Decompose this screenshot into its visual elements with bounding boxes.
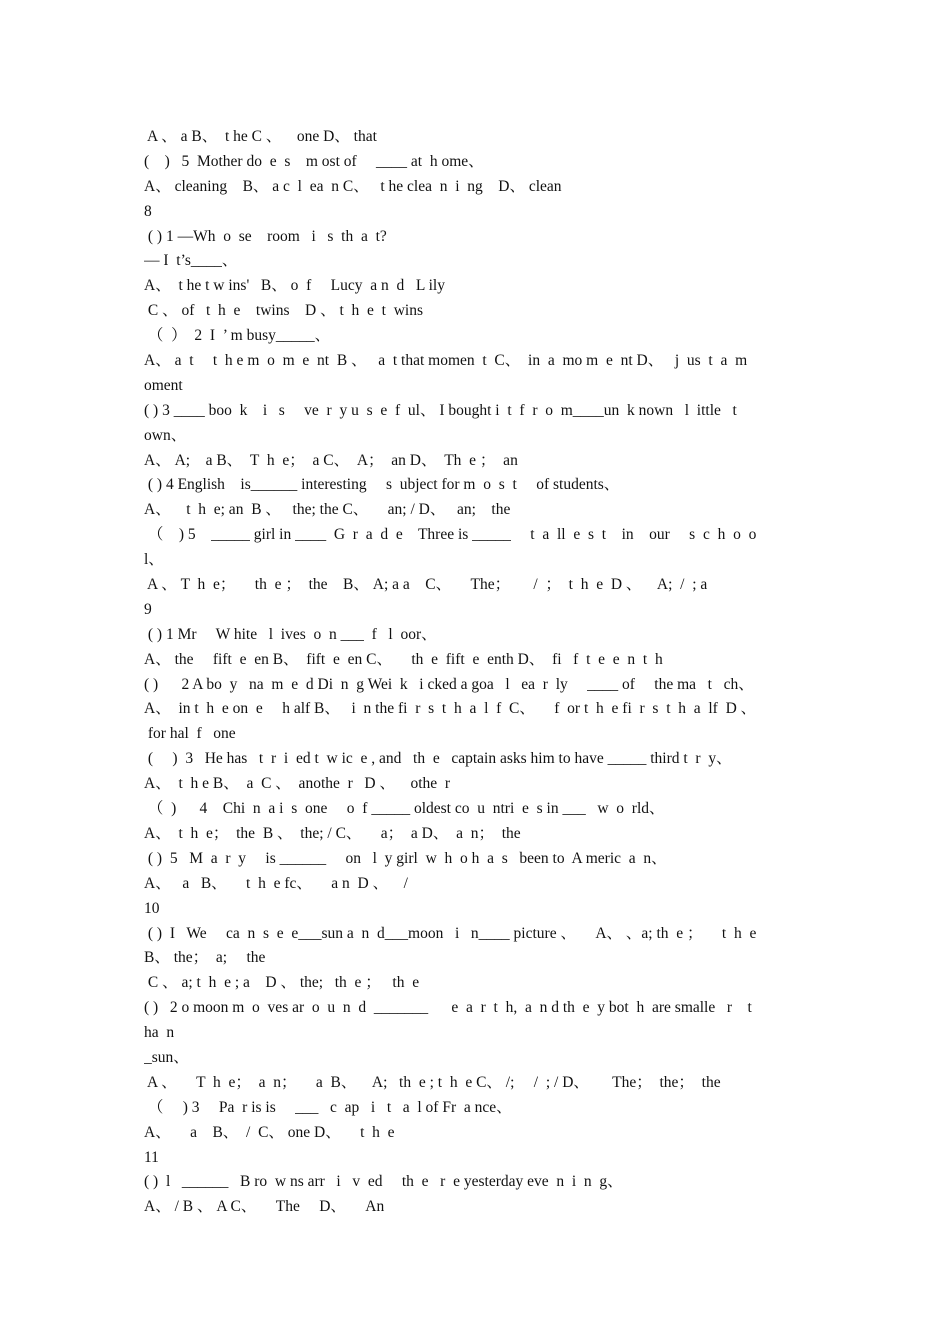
text-line: A、 a B、 / C、 one D、 t h e: [144, 1123, 395, 1141]
text-line: A、 in t h e on e h alf B、 i n the fi r s t h a l f C、 f or t h e fi r s t h a lf D 、: [144, 700, 757, 718]
text-line: （ ) 3 Pa r is is ___ c ap i t a l of Fr a nce、: [144, 1098, 512, 1116]
text-line: A、 cleaning B、 a c l ea n C、 t he clea n i ng D、 clean: [144, 177, 562, 195]
text-line: A、 t h e; an B 、 the; the C、 an; / D、 an; the: [144, 501, 511, 519]
text-line: （ ) 5 _____ girl in ____ G r a d e Three is _____ t a ll e s t in our s c h o o: [144, 526, 757, 544]
text-line: ha n: [144, 1024, 175, 1042]
text-line: A 、 T h e； a n； a B、 A; th e ; t h e C、 /; / ; / D、 The； the； the: [144, 1073, 721, 1091]
text-line: ( ) 3 ____ boo k i s ve r y u s e f ul、 I bought i t f r o m____un k nown l ittle t: [144, 401, 737, 419]
text-line: A、 / B 、 A C、 The D、 An: [144, 1198, 385, 1216]
text-line: A、 A; a B、 T h e； a C、 A； an D、 Th e ； an: [144, 451, 518, 469]
text-line: A、 t h e B、 a C 、 anothe r D 、 othe r: [144, 775, 451, 793]
text-line: ( ) 4 English is______ interesting s ubject for m o s t of students、: [144, 476, 620, 494]
text-line: A 、 T h e； th e ； the B、 A; a a C、 The； / ； t h e D 、 A; / ; a: [144, 576, 708, 594]
text-line: ( ) 2 o moon m o ves ar o u n d _______ e a r t h, a n d th e y bot h are smalle r t: [144, 999, 752, 1017]
text-line: 11: [144, 1148, 159, 1166]
text-line: 8: [144, 202, 152, 220]
text-line: ( ) 1 —Wh o se room i s th a t?: [144, 227, 387, 245]
text-line: l、: [144, 551, 164, 569]
text-line: C 、 of t h e twins D 、 t h e t wins: [144, 302, 423, 320]
text-line: A、 a t t h e m o m e nt B 、 a t that momen t C、 in a mo m e nt D、 j us t a m: [144, 352, 748, 370]
text-line: ( ) I We ca n s e e___sun a n d___moon i n____ picture 、 A、 、a; th e ； t h e: [144, 924, 757, 942]
text-line: （ ) 4 Chi n a i s one o f _____ oldest co u ntri e s in ___ w o rld、: [144, 800, 665, 818]
text-line: C 、 a; t h e ; a D 、 the; th e ； th e: [144, 974, 420, 992]
text-line: A、 the fift e en B、 fift e en C、 th e fift e enth D、 fi f t e e n t h: [144, 650, 663, 668]
exercise-text: [144, 125, 824, 1220]
text-line: ( ) l ______ B ro w ns arr i v ed th e r e yesterday eve n i n g、: [144, 1173, 623, 1191]
text-line: ( ) 5 M a r y is ______ on l y girl w h o h a s been to A meric a n、: [144, 849, 667, 867]
text-line: B、 the； a; the: [144, 949, 266, 967]
text-line: ( ) 5 Mother do e s m ost of ____ at h ome、: [144, 152, 484, 170]
text-line: _sun、: [144, 1048, 189, 1066]
text-line: for hal f one: [144, 725, 236, 743]
text-line: A、 t he t w ins' B、 o f Lucy a n d L ily: [144, 277, 445, 295]
text-line: ( ) 3 He has t r i ed t w ic e , and th e captain asks him to have _____ third t r y、: [144, 750, 732, 768]
text-line: A、 a B、 t h e fc、 a n D 、 /: [144, 874, 408, 892]
text-line: — I t’s____、: [144, 252, 238, 270]
text-line: A、 t h e； the B 、 the; / C、 a； a D、 a n； the: [144, 824, 521, 842]
text-line: （ ） 2 I ’ m busy_____、: [144, 327, 331, 345]
text-line: A 、 a B、 t he C 、 one D、 that: [144, 128, 377, 145]
text-line: 9: [144, 600, 152, 618]
text-line: 10: [144, 899, 160, 917]
text-line: oment: [144, 376, 183, 394]
text-line: ( ) 2 A bo y na m e d Di n g Wei k i cked a goa l ea r ly ____ of the ma t ch、: [144, 675, 754, 693]
text-line: own、: [144, 426, 187, 444]
text-line: ( ) 1 Mr W hite l ives o n ___ f l oor、: [144, 625, 437, 643]
